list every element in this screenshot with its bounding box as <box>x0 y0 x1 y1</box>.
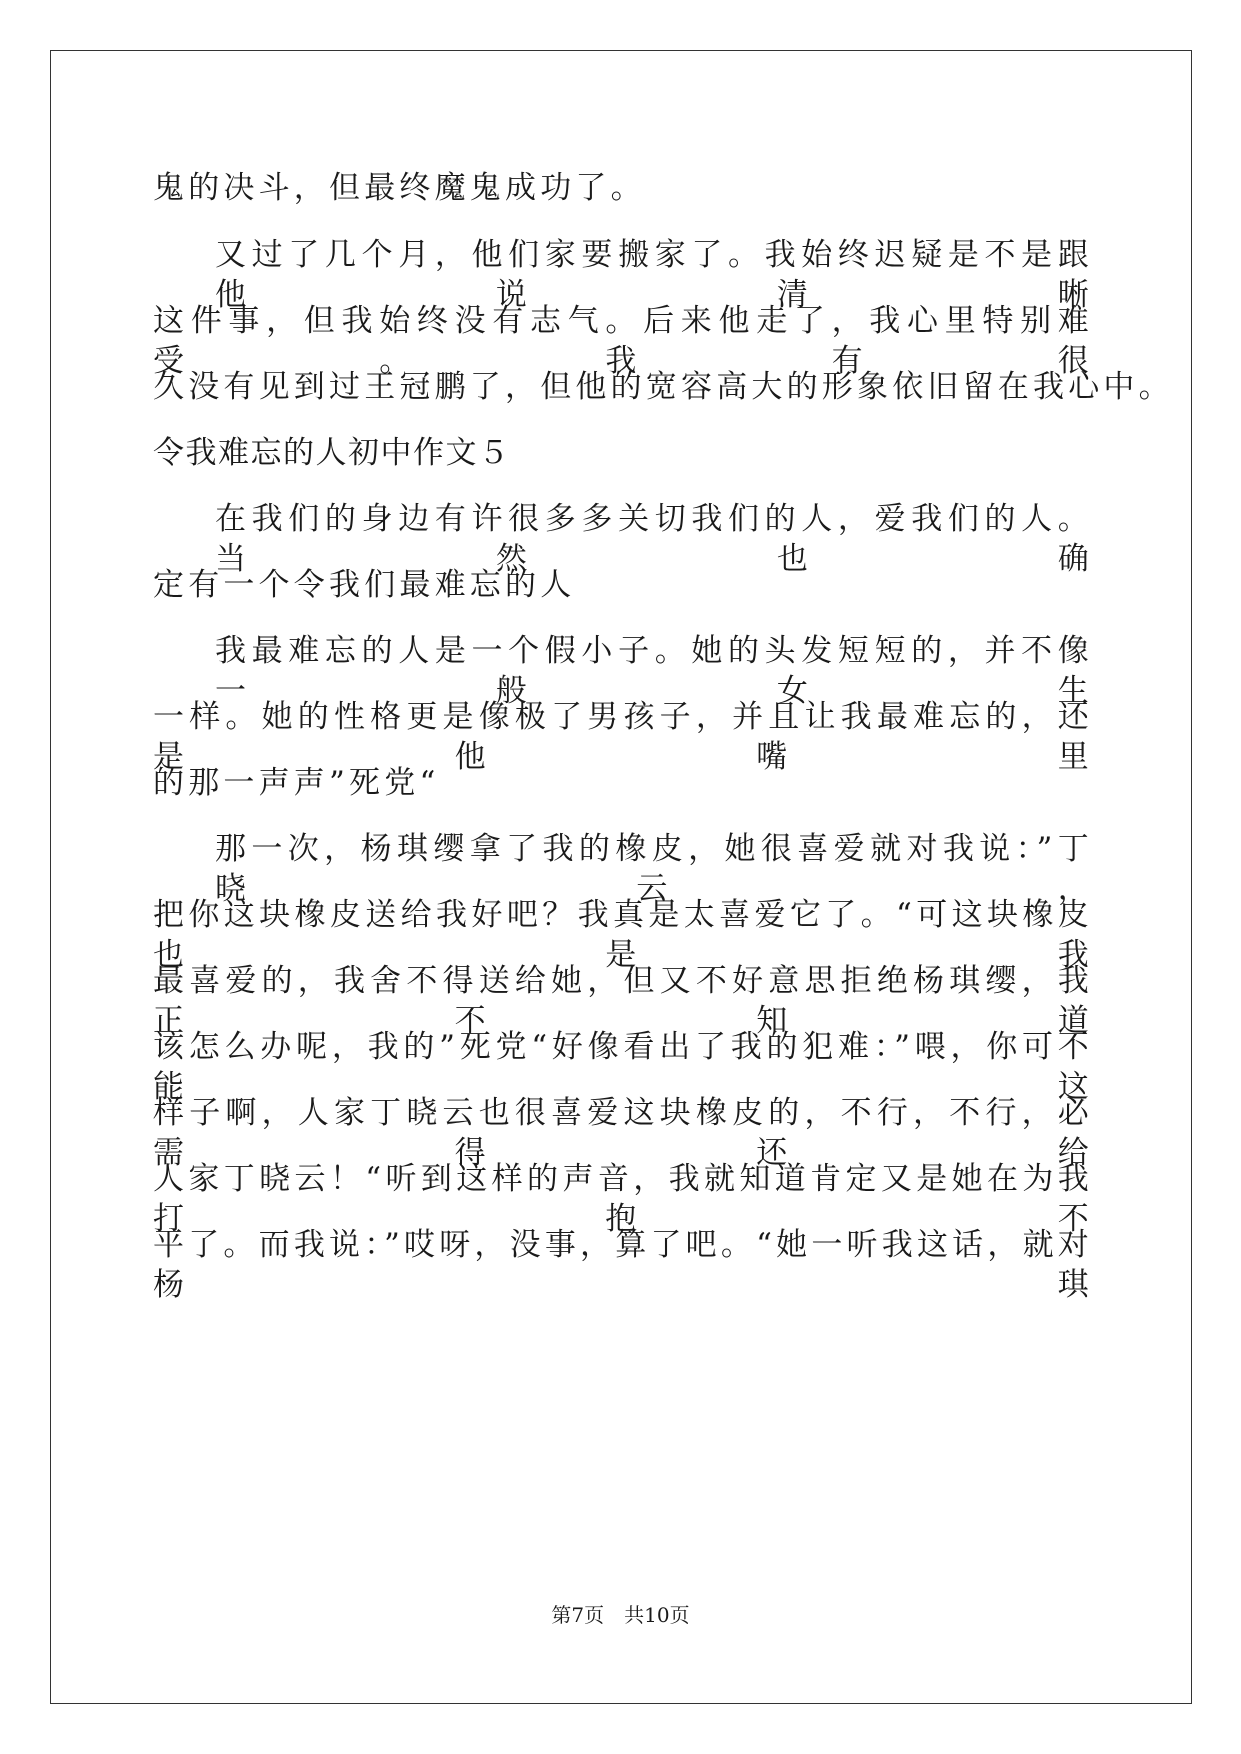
paragraph-line: 人家丁晓云！“听到这样的声音，我就知道肯定又是她在为我打抱不 <box>153 1161 1093 1237</box>
section-heading: 令我难忘的人初中作文５ <box>153 435 511 471</box>
paragraph-line: 样子啊，人家丁晓云也很喜爱这块橡皮的，不行，不行，必需得还给 <box>153 1095 1093 1171</box>
paragraph-line: 在我们的身边有许很多多关切我们的人，爱我们的人。当然也确 <box>215 501 1093 577</box>
paragraph-line: 一样。她的性格更是像极了男孩子，并且让我最难忘的，还是他嘴里 <box>153 699 1093 775</box>
paragraph-line: 这件事，但我始终没有志气。后来他走了，我心里特别难受。我有很 <box>153 303 1093 379</box>
paragraph-line: 的那一声声”死党“ <box>153 765 440 801</box>
paragraph-line: 定有一个令我们最难忘的人 <box>153 567 576 603</box>
paragraph-line: 把你这块橡皮送给我好吧？我真是太喜爱它了。“可这块橡皮也是我 <box>153 897 1093 973</box>
paragraph-line: 平了。而我说：”哎呀，没事，算了吧。“她一听我这话，就对杨琪 <box>153 1227 1093 1303</box>
paragraph-line: 那一次，杨琪缨拿了我的橡皮，她很喜爱就对我说：”丁晓云， <box>215 831 1093 907</box>
paragraph-line: 最喜爱的，我舍不得送给她，但又不好意思拒绝杨琪缨，我正不知道 <box>153 963 1093 1039</box>
paragraph-line: 又过了几个月，他们家要搬家了。我始终迟疑是不是跟他说清晰 <box>215 237 1093 313</box>
page-number-footer: 第7页 共10页 <box>551 1603 690 1627</box>
text-line-continuation: 鬼的决斗，但最终魔鬼成功了。 <box>153 170 646 206</box>
paragraph-line: 久没有见到过王冠鹏了，但他的宽容高大的形象依旧留在我心中。 <box>153 369 1174 405</box>
paragraph-line: 我最难忘的人是一个假小子。她的头发短短的，并不像一般女生 <box>215 633 1093 709</box>
paragraph-line: 该怎么办呢，我的”死党“好像看出了我的犯难：”喂，你可不能这 <box>153 1029 1093 1105</box>
